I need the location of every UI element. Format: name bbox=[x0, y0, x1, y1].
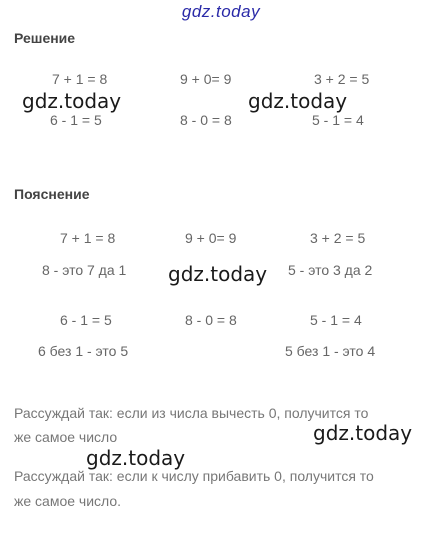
watermark: gdz.today bbox=[168, 262, 268, 286]
solution-equation: 5 - 1 = 4 bbox=[312, 112, 364, 128]
explanation-note: 8 - это 7 да 1 bbox=[42, 262, 127, 278]
explanation-equation: 6 - 1 = 5 bbox=[60, 312, 112, 328]
watermark: gdz.today bbox=[22, 89, 122, 113]
explanation-equation: 8 - 0 = 8 bbox=[185, 312, 237, 328]
explanation-equation: 7 + 1 = 8 bbox=[60, 230, 116, 246]
rule-text: Рассуждай так: если к числу прибавить 0, получится то bbox=[14, 468, 374, 484]
explanation-note: 6 без 1 - это 5 bbox=[38, 343, 129, 359]
rule-text: же самое число bbox=[14, 429, 118, 445]
solution-equation: 3 + 2 = 5 bbox=[314, 71, 370, 87]
solution-heading: Решение bbox=[14, 30, 76, 46]
explanation-note: 5 без 1 - это 4 bbox=[285, 343, 376, 359]
solution-equation: 6 - 1 = 5 bbox=[50, 112, 102, 128]
watermark: gdz.today bbox=[313, 421, 413, 445]
solution-equation: 9 + 0= 9 bbox=[180, 71, 232, 87]
solution-equation: 7 + 1 = 8 bbox=[52, 71, 108, 87]
explanation-equation: 5 - 1 = 4 bbox=[310, 312, 362, 328]
rule-text: Рассуждай так: если из числа вычесть 0, получится то bbox=[14, 405, 369, 421]
explanation-heading: Пояснение bbox=[14, 186, 90, 202]
explanation-equation: 9 + 0= 9 bbox=[185, 230, 237, 246]
explanation-equation: 3 + 2 = 5 bbox=[310, 230, 366, 246]
watermark: gdz.today bbox=[86, 446, 186, 470]
site-logo: gdz.today bbox=[181, 2, 261, 21]
watermark: gdz.today bbox=[248, 89, 348, 113]
solution-equation: 8 - 0 = 8 bbox=[180, 112, 232, 128]
rule-text: же самое число. bbox=[14, 493, 122, 509]
explanation-note: 5 - это 3 да 2 bbox=[288, 262, 373, 278]
